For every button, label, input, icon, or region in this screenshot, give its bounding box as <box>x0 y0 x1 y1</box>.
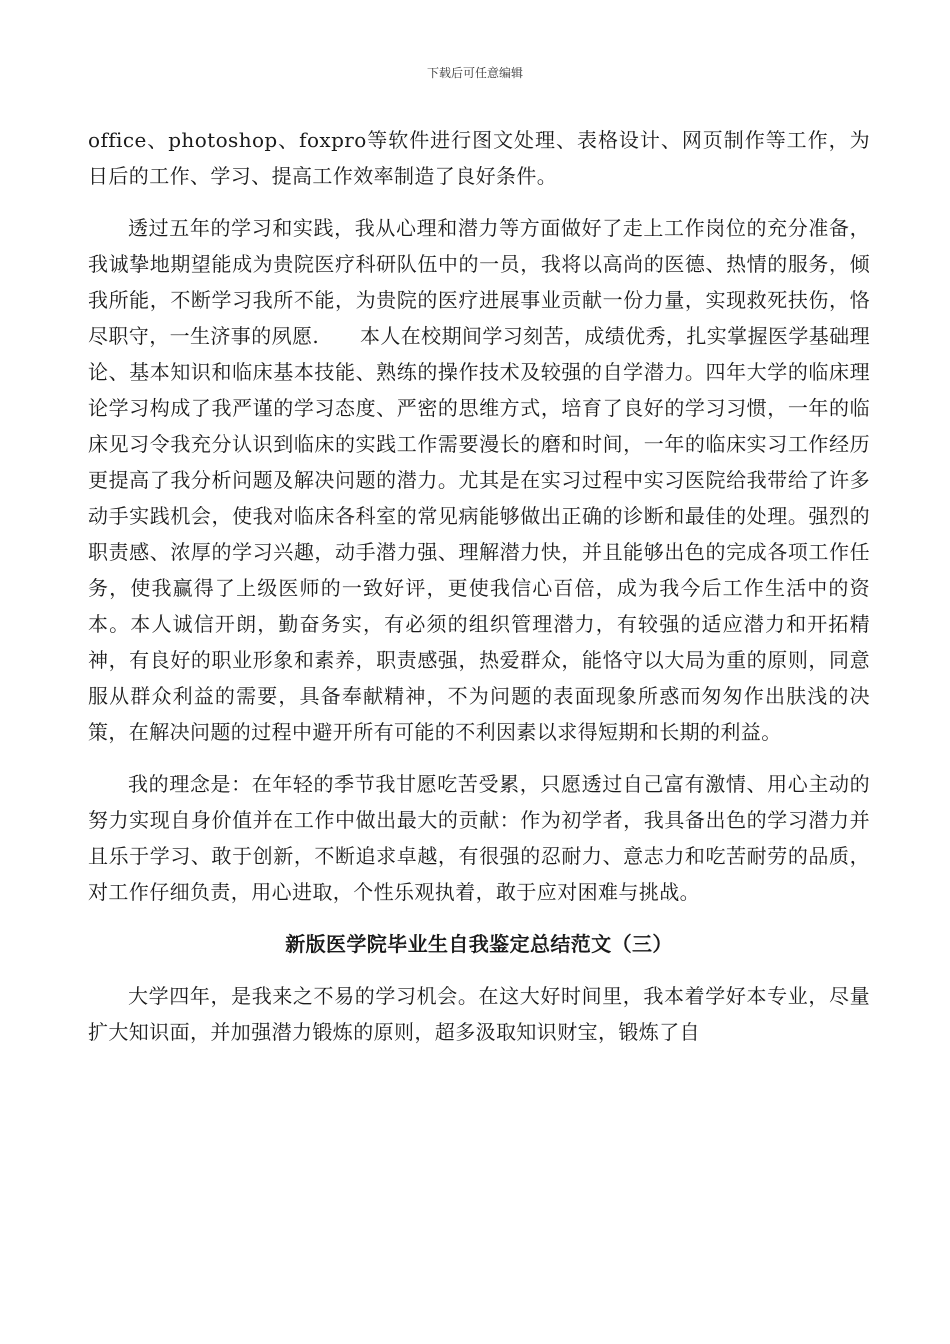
page-header: 下载后可任意编辑 <box>426 66 523 80</box>
paragraph-philosophy: 我的理念是：在年轻的季节我甘愿吃苦受累，只愿透过自己富有激情、用心主动的努力实现自身价值并在工作中做出最大的贡献：作为初学者，我具备出色的学习潜力并且乐于学习、敢于创新，不断追求卓越，有很强的忍耐力、意志力和吃苦耐劳的品质，对工作仔细负责，用心进取，个性乐观执着，敢于应对困难与挑战。 <box>88 772 870 904</box>
paragraph-continuation: office、photoshop、foxpro等软件进行图文处理、表格设计、网页制作等工作，为日后的工作、学习、提高工作效率制造了良好条件。 <box>88 128 870 188</box>
paragraph-preparation: 透过五年的学习和实践，我从心理和潜力等方面做好了走上工作岗位的充分准备，我诚挚地期望能成为贵院医疗科研队伍中的一员，我将以高尚的医德、热情的服务，倾我所能，不断学习我所不能，为贵院的医疗进展事业贡献一份力量，实现救死扶伤，恪尽职守，一生济事的夙愿. 本人在校期间学习刻苦，成绩优秀，扎实掌握医学基础理论、基本知识和临床基本技能、熟练的操作技术及较强的自学潜力。四年大学的临床理论学习构成了我严谨的学习态度、严密的思维方式，培育了良好的学习习惯，一年的临床见习令我充分认识到临床的实践工作需要漫长的磨和时间，一年的临床实习工作经历更提高了我分析问题及解决问题的潜力。尤其是在实习过程中实习医院给我带给了许多动手实践机会，使我对临床各科室的常见病能够做出正确的诊断和最佳的处理。强烈的职责感、浓厚的学习兴趣，动手潜力强、理解潜力快，并且能够出色的完成各项工作任务，使我赢得了上级医师的一致好评，更使我信心百倍，成为我今后工作生活中的资本。本人诚信开朗，勤奋务实，有必须的组织管理潜力，有较强的适应潜力和开拓精神，有良好的职业形象和素养，职责感强，热爱群众，能恪守以大局为重的原则，同意服从群众利益的需要，具备奉献精神，不为问题的表面现象所惑而匆匆作出肤浅的决策，在解决问题的过程中避开所有可能的不利因素以求得短期和长期的利益。 <box>88 216 870 744</box>
paragraph-closing: 大学四年，是我来之不易的学习机会。在这大好时间里，我本着学好本专业，尽量扩大知识面，并加强潜力锻炼的原则，超多汲取知识财宝，锻炼了自 <box>88 984 870 1044</box>
document-body <box>88 122 870 1050</box>
section-title: 新版医学院毕业生自我鉴定总结范文（三） <box>285 932 673 956</box>
